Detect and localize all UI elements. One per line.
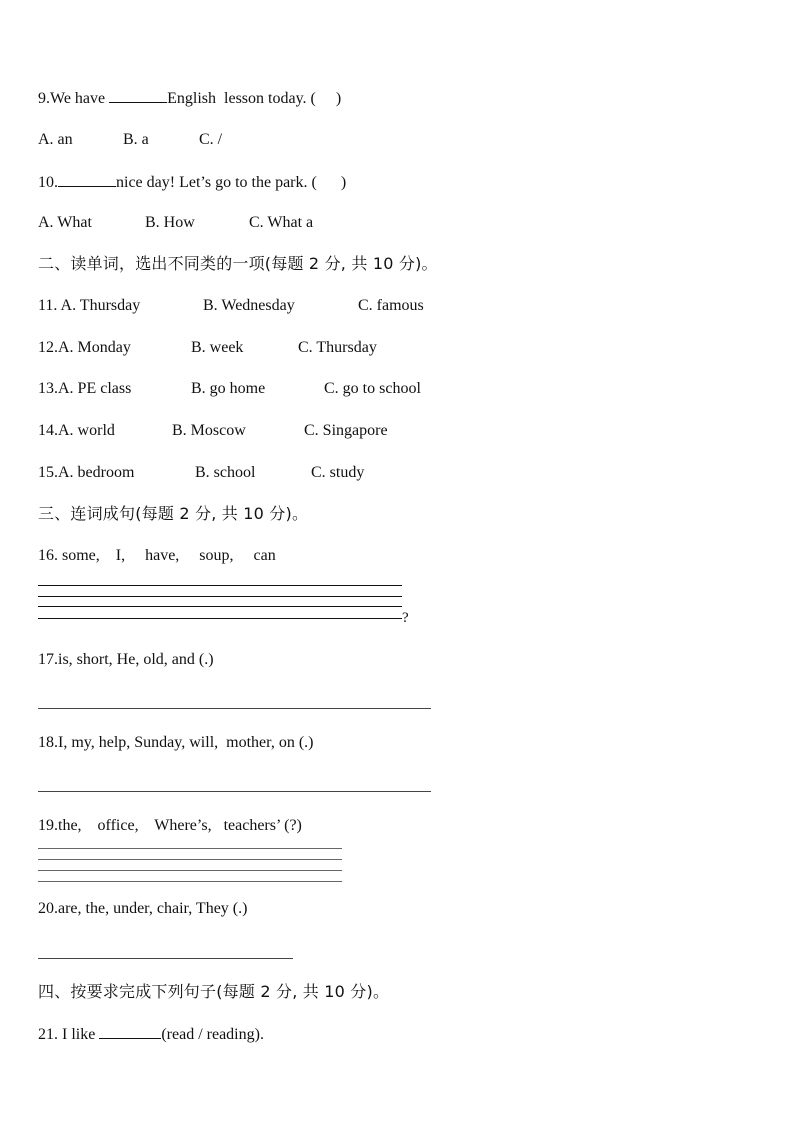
option-c[interactable]: C. study: [311, 464, 365, 481]
question-10-options: [38, 213, 313, 233]
option-a[interactable]: 11. A. Thursday: [38, 297, 141, 314]
answer-line[interactable]: [38, 870, 342, 871]
question-12: [38, 338, 377, 358]
answer-line[interactable]: [38, 618, 402, 619]
option-b[interactable]: B. week: [191, 339, 244, 356]
answer-line[interactable]: [38, 585, 402, 586]
option-a[interactable]: A. What: [38, 214, 92, 231]
section-4-heading: 四、按要求完成下列句子(每题 2 分, 共 10 分)。: [38, 982, 390, 1001]
option-c[interactable]: C. Thursday: [298, 339, 377, 356]
option-c[interactable]: C. Singapore: [304, 422, 388, 439]
question-10: 10. nice day! Let’s go to the park. ( ): [38, 174, 347, 191]
question-9-options: [38, 130, 222, 150]
option-c[interactable]: C. What a: [249, 214, 314, 231]
answer-line[interactable]: [38, 859, 342, 860]
answer-line[interactable]: [38, 958, 293, 959]
option-a[interactable]: 14.A. world: [38, 422, 115, 439]
question-17: 17.is, short, He, old, and (.): [38, 651, 214, 668]
question-mark: ?: [402, 610, 409, 626]
answer-blank[interactable]: [58, 172, 116, 187]
question-16: 16. some, I, have, soup, can: [38, 547, 276, 564]
option-a[interactable]: 12.A. Monday: [38, 339, 131, 356]
question-18: 18.I, my, help, Sunday, will, mother, on (.): [38, 734, 314, 751]
option-c[interactable]: C. /: [199, 131, 223, 148]
answer-line[interactable]: [38, 791, 431, 792]
section-3-heading: 三、连词成句(每题 2 分, 共 10 分)。: [38, 504, 309, 523]
answer-line[interactable]: [38, 848, 342, 849]
section-2-heading: 二、读单词，选出不同类的一项(每题 2 分, 共 10 分)。: [38, 254, 438, 273]
option-b[interactable]: B. How: [145, 214, 195, 231]
option-b[interactable]: B. a: [123, 131, 149, 148]
option-a[interactable]: A. an: [38, 131, 73, 148]
answer-blank[interactable]: [99, 1024, 161, 1039]
answer-blank[interactable]: [109, 88, 167, 103]
question-20: 20.are, the, under, chair, They (.): [38, 900, 248, 917]
option-c[interactable]: C. go to school: [324, 380, 421, 397]
question-13: [38, 379, 421, 399]
question-21: 21. I like (read / reading).: [38, 1026, 264, 1043]
option-b[interactable]: B. Moscow: [172, 422, 246, 439]
question-11: [38, 296, 424, 316]
option-a[interactable]: 15.A. bedroom: [38, 464, 135, 481]
option-b[interactable]: B. school: [195, 464, 256, 481]
question-15: [38, 463, 364, 483]
question-14: [38, 421, 388, 441]
answer-line[interactable]: [38, 881, 342, 882]
option-b[interactable]: B. go home: [191, 380, 266, 397]
option-a[interactable]: 13.A. PE class: [38, 380, 132, 397]
option-b[interactable]: B. Wednesday: [203, 297, 295, 314]
answer-line[interactable]: [38, 606, 402, 607]
answer-line[interactable]: [38, 596, 402, 597]
question-9: 9.We have English lesson today. ( ): [38, 90, 342, 107]
answer-line[interactable]: [38, 708, 431, 709]
question-19: 19.the, office, Where’s, teachers’ (?): [38, 817, 302, 834]
option-c[interactable]: C. famous: [358, 297, 424, 314]
